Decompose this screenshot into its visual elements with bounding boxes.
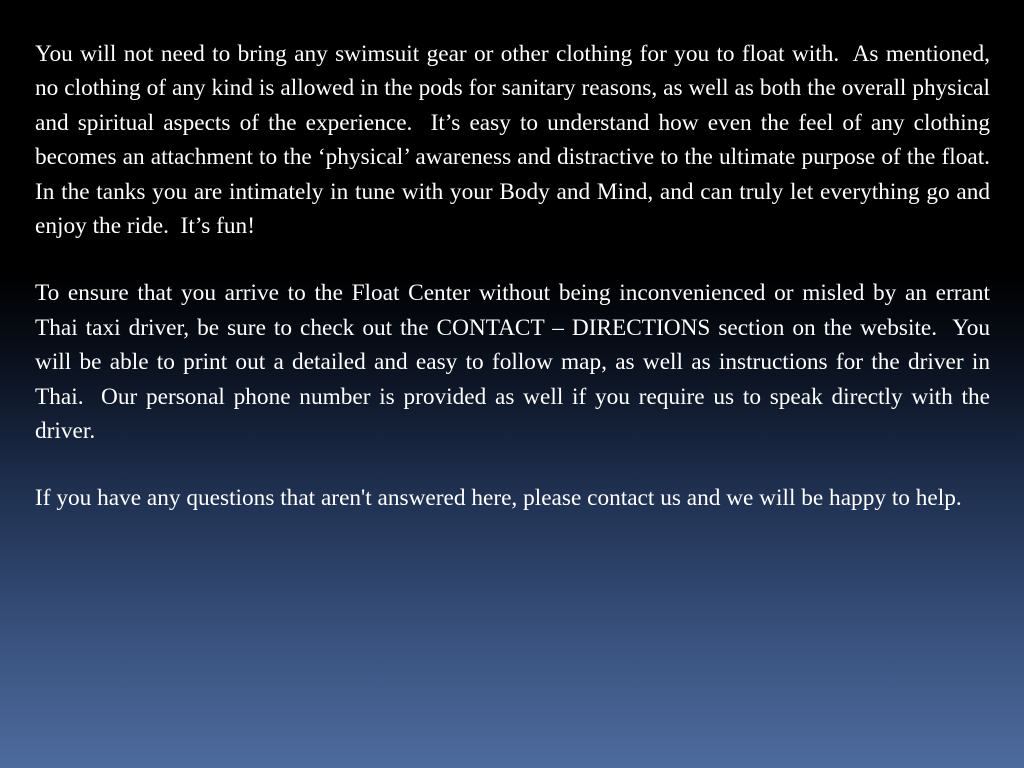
contact-paragraph: If you have any questions that aren't answered here, please contact us and we will be happy to help. xyxy=(35,485,962,512)
slide-text-body xyxy=(35,37,1002,549)
directions-paragraph: To ensure that you arrive to the Float Center without being inconvenienced or misled by an errant Thai taxi driver, be sure to check out the CONTACT – DIRECTIONS section on the website. You will be able to print out a detailed and easy to follow map, as well as instructions for the driver in Thai. Our personal phone number is provided as well if you require us to speak directly with the driver. xyxy=(35,280,996,445)
clothing-paragraph: You will not need to bring any swimsuit gear or other clothing for you to float with. As mentioned, no clothing of any kind is allowed in the pods for sanitary reasons, as well as both the overall physical and spiritual aspects of the experience. It’s easy to understand how even the feel of any clothing becomes an attachment to the ‘physical’ awareness and distractive to the ultimate purpose of the float. In the tanks you are intimately in tune with your Body and Mind, and can truly let everything go and enjoy the ride. It’s fun! xyxy=(35,41,1002,240)
